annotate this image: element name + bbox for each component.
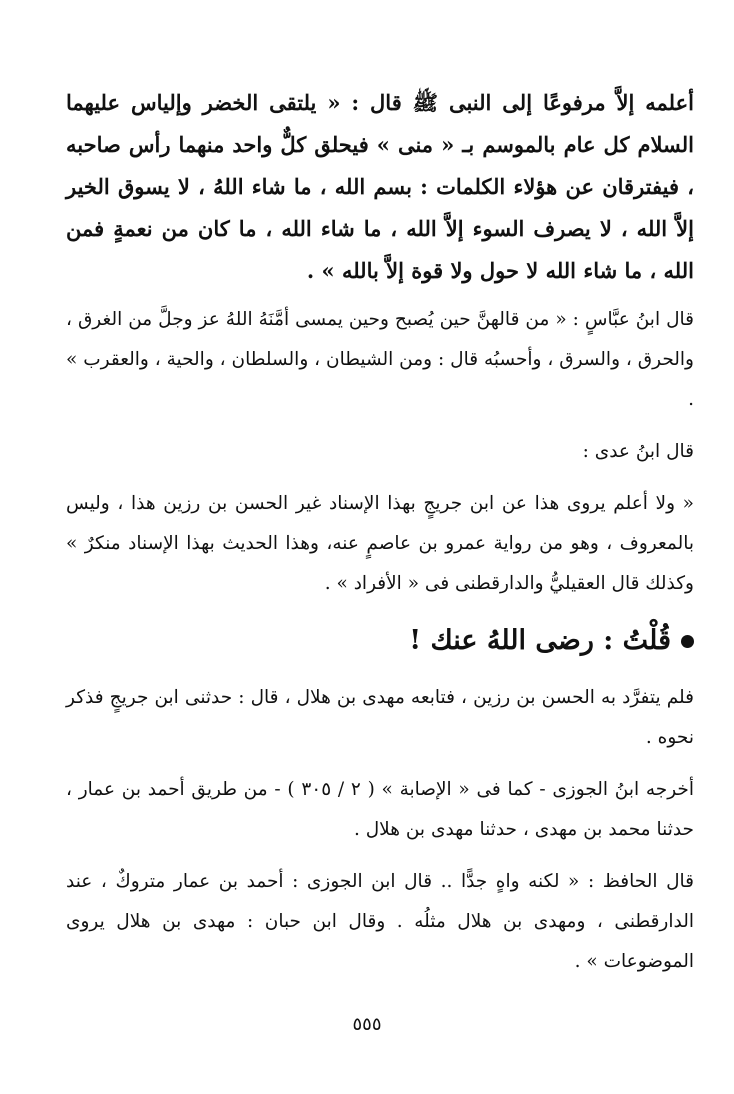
source-paragraph: أخرجه ابنُ الجوزى - كما فى « الإصابة » ( ٢ / ٣٠٥ ) - من طريق أحمد بن عمار ، حدثنا محمد بن مهدى ، حدثنا مهدى بن هلال . (66, 779, 694, 840)
page-number: ٥٥٥ (352, 1014, 382, 1035)
follow-up-paragraph: فلم يتفرَّد به الحسن بن رزين ، فتابعه مهدى بن هلال ، قال : حدثنى ابن جريجٍ فذكر نحوه . (66, 687, 694, 748)
section-heading (66, 616, 694, 666)
bullet-icon (681, 635, 694, 648)
ibn-adi-quote: « ولا أعلم يروى هذا عن ابن جريجٍ بهذا الإسناد غير الحسن بن رزين هذا ، وليس بالمعروف ، وهو من رواية عمرو بن عاصمٍ عنه، وهذا الحديث بهذا الإسناد منكرٌ » وكذلك قال العقيليُّ والدارقطنى فى « الأفراد » . (66, 493, 694, 594)
ibn-abbas-quote: قال ابنُ عبَّاسٍ : « من قالهنَّ حين يُصبح وحين يمسى أمَّنَهُ اللهُ عز وجلَّ من الغرق ، والحرق ، والسرق ، وأحسبُه قال : ومن الشيطان ، والسلطان ، والحية ، والعقرب » . (66, 309, 694, 410)
hadith-text: أعلمه إلاَّ مرفوعًا إلى النبى ﷺ قال : « يلتقى الخضر وإلياس عليهما السلام كل عام بالموسم بـ « منى » فيحلق كلٌّ واحد منهما رأس صاحبه ، فيفترقان عن هؤلاء الكلمات : بسم الله ، ما شاء اللهُ ، لا يسوق الخير إلاَّ الله ، لا يصرف السوء إلاَّ الله ، ما شاء الله ، ما كان من نعمةٍ فمن الله ، ما شاء الله لا حول ولا قوة إلاَّ بالله » . (66, 90, 694, 283)
section-heading-text: قُلْتُ : رضى اللهُ عنك ! (409, 625, 671, 656)
hafiz-quote: قال الحافظ : « لكنه واهٍ جدًّا .. قال ابن الجوزى : أحمد بن عمار متروكٌ ، عند الدارقطنى ، ومهدى بن هلال مثلُه . وقال ابن حبان : مهدى بن هلال يروى الموضوعات » . (66, 871, 694, 972)
ibn-adi-intro: قال ابنُ عدى : (582, 441, 694, 462)
page-body (66, 82, 694, 994)
